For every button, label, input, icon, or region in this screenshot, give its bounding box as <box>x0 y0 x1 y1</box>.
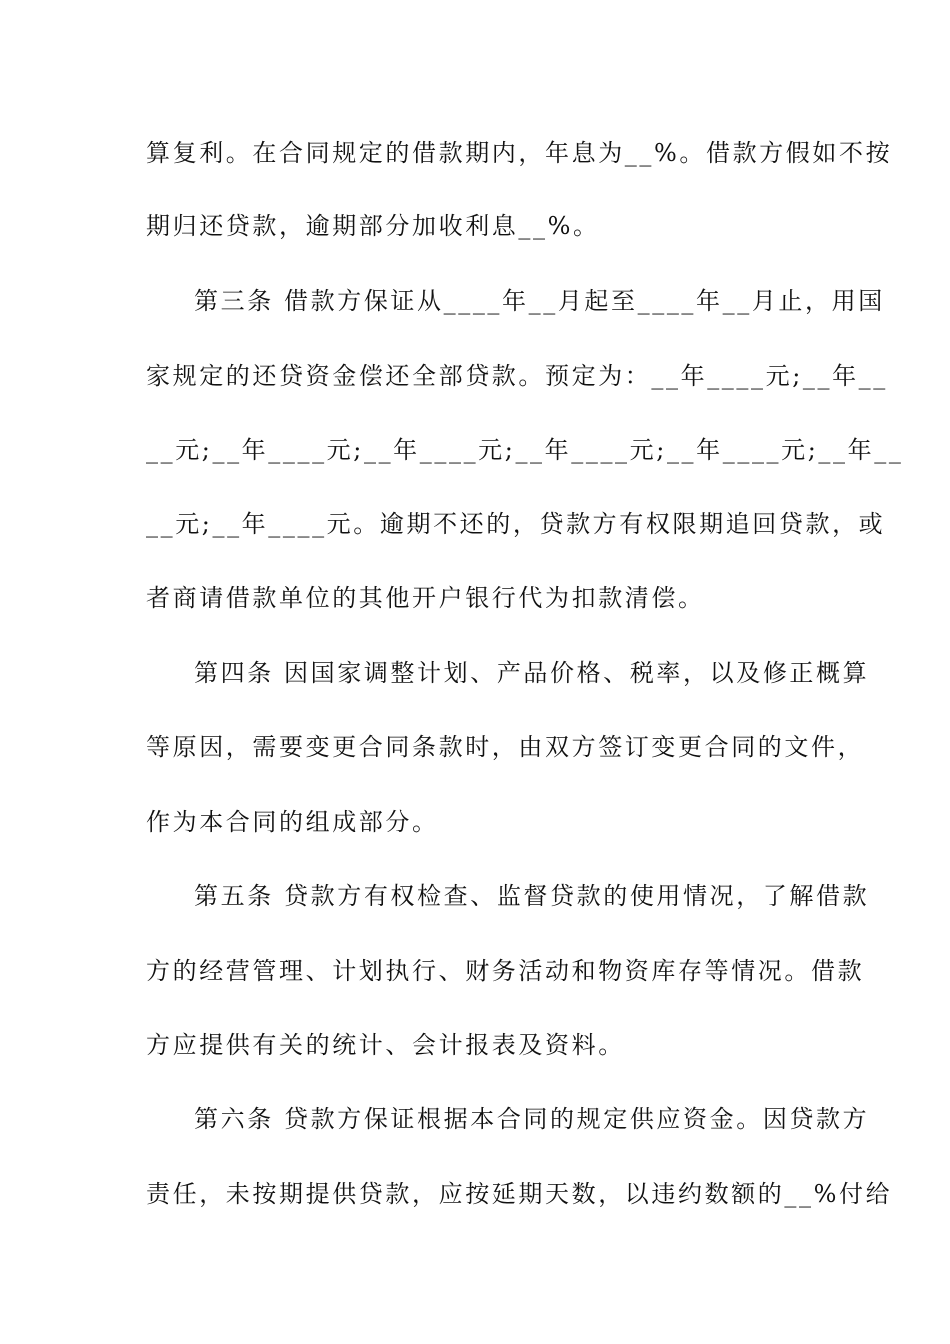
text-line: 者商请借款单位的其他开户银行代为扣款清偿。 <box>146 584 705 612</box>
text-line: 方应提供有关的统计、会计报表及资料。 <box>146 1031 625 1059</box>
text-line: 责任，未按期提供贷款，应按延期天数，以违约数额的__%付给 <box>146 1180 893 1208</box>
article-4-start: 第四条 因国家调整计划、产品价格、税率，以及修正概算 <box>194 659 870 687</box>
text-line: 家规定的还贷资金偿还全部贷款。预定为：__年____元;__年__ <box>146 362 888 390</box>
text-line: 方的经营管理、计划执行、财务活动和物资库存等情况。借款 <box>146 957 865 985</box>
text-line: __元;__年____元。逾期不还的，贷款方有权限期追回贷款，或 <box>146 510 886 538</box>
text-line: 算复利。在合同规定的借款期内，年息为__%。借款方假如不按 <box>146 139 893 167</box>
text-line: 作为本合同的组成部分。 <box>146 808 439 836</box>
article-5-start: 第五条 贷款方有权检查、监督贷款的使用情况，了解借款 <box>194 882 870 910</box>
text-line: 期归还贷款，逾期部分加收利息__%。 <box>146 212 600 240</box>
text-line: 等原因，需要变更合同条款时，由双方签订变更合同的文件， <box>146 733 865 761</box>
article-6-start: 第六条 贷款方保证根据本合同的规定供应资金。因贷款方 <box>194 1105 870 1133</box>
article-3-start: 第三条 借款方保证从____年__月起至____年__月止，用国 <box>194 287 885 315</box>
text-line: __元;__年____元;__年____元;__年____元;__年____元;__年__ <box>146 436 904 464</box>
